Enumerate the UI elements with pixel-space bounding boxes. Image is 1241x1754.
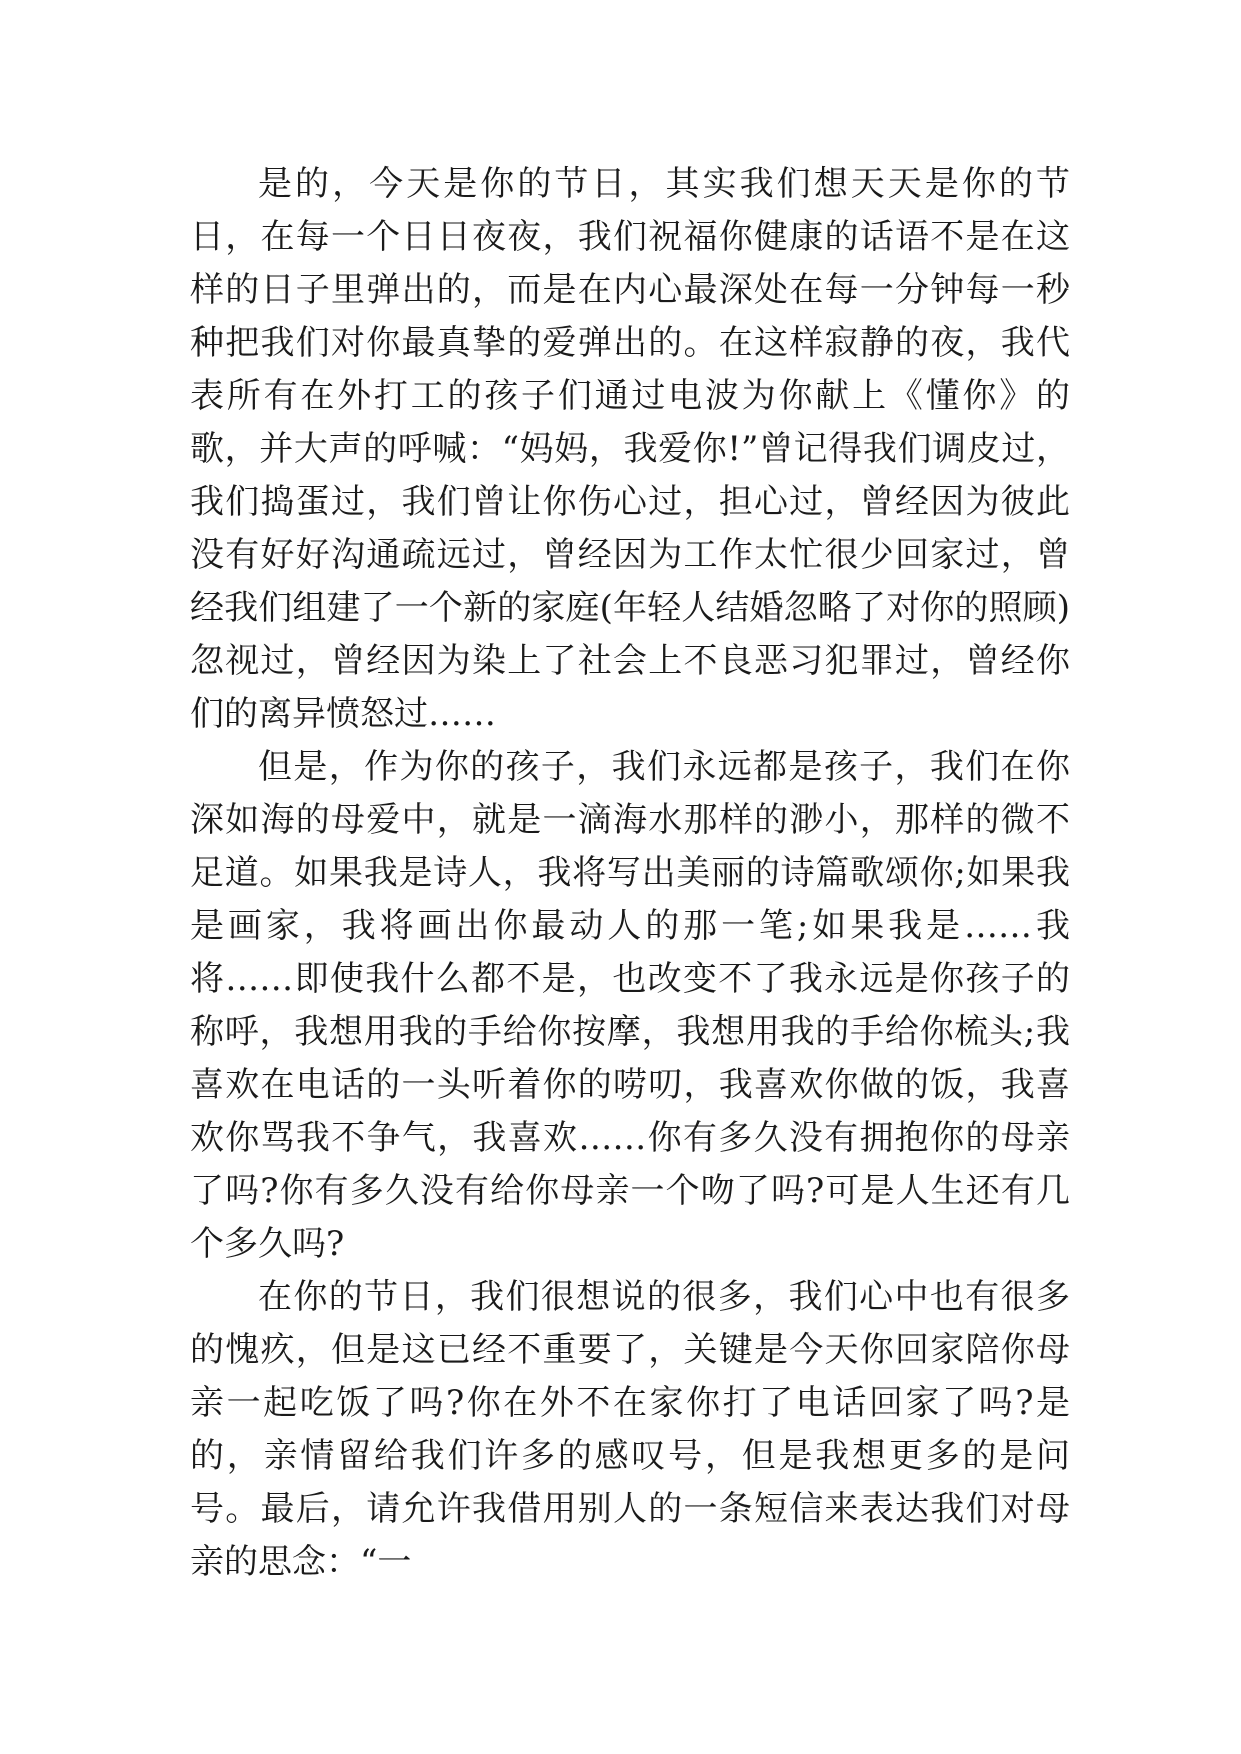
document-body: [190, 158, 1070, 1589]
paragraph-1: 是的，今天是你的节日，其实我们想天天是你的节日，在每一个日日夜夜，我们祝福你健康的话语不是在这样的日子里弹出的，而是在内心最深处在每一分钟每一秒种把我们对你最真挚的爱弹出的。在这样寂静的夜，我代表所有在外打工的孩子们通过电波为你献上《懂你》的歌，并大声的呼喊：“妈妈，我爱你!”曾记得我们调皮过，我们捣蛋过，我们曾让你伤心过，担心过，曾经因为彼此没有好好沟通疏远过，曾经因为工作太忙很少回家过，曾经我们组建了一个新的家庭(年轻人结婚忽略了对你的照顾)忽视过，曾经因为染上了社会上不良恶习犯罪过，曾经你们的离异愤怒过……: [190, 164, 1070, 734]
paragraph-2: 但是，作为你的孩子，我们永远都是孩子，我们在你深如海的母爱中，就是一滴海水那样的渺小，那样的微不足道。如果我是诗人，我将写出美丽的诗篇歌颂你;如果我是画家，我将画出你最动人的那一笔;如果我是……我将……即使我什么都不是，也改变不了我永远是你孩子的称呼，我想用我的手给你按摩，我想用我的手给你梳头;我喜欢在电话的一头听着你的唠叨，我喜欢你做的饭，我喜欢你骂我不争气，我喜欢……你有多久没有拥抱你的母亲了吗?你有多久没有给你母亲一个吻了吗?可是人生还有几个多久吗?: [190, 747, 1071, 1264]
paragraph-3: 在你的节日，我们很想说的很多，我们心中也有很多的愧疚，但是这已经不重要了，关键是今天你回家陪你母亲一起吃饭了吗?你在外不在家你打了电话回家了吗?是的，亲情留给我们许多的感叹号，但是我想更多的是问号。最后，请允许我借用别人的一条短信来表达我们对母亲的思念：“一: [190, 1277, 1070, 1582]
